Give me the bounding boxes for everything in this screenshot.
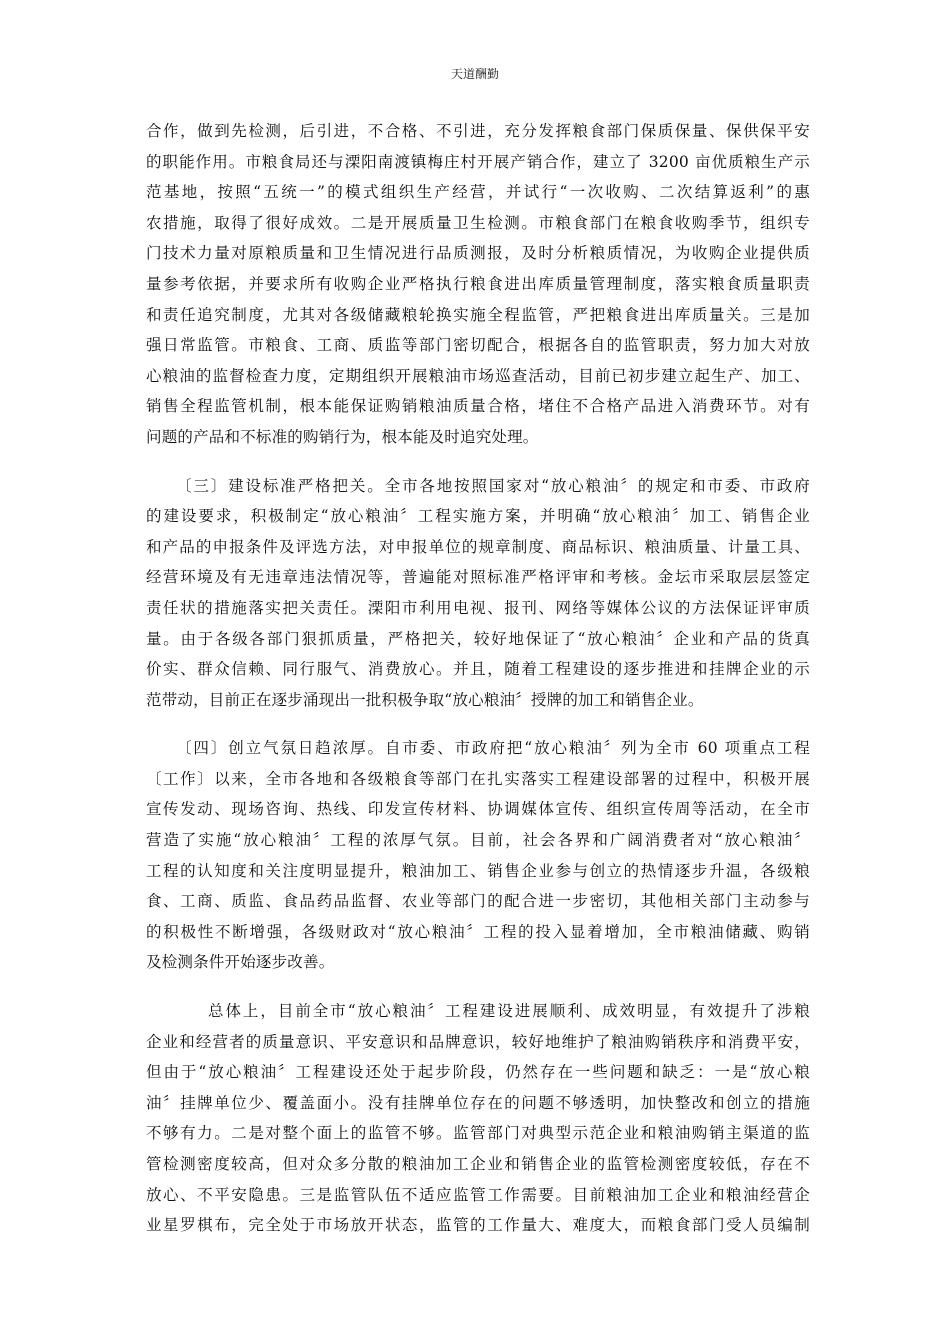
text-line: 心粮油的监督检查力度，定期组织开展粮油市场巡查活动，目前已初步建立起生产、加工、 <box>146 366 810 385</box>
text-line: 范基地，按照“五统一”的模式组织生产经营，并试行“一次收购、二次结算返利”的惠 <box>146 183 810 202</box>
text-line: 农措施，取得了很好成效。二是开展质量卫生检测。市粮食部门在粮食收购季节，组织专 <box>146 213 810 232</box>
text-line: 经营环境及有无违章违法情况等，普遍能对照标准严格评审和考核。金坛市采取层层签定 <box>146 568 810 587</box>
text-line: 责任状的措施落实把关责任。溧阳市利用电视、报刊、网络等媒体公议的方法保证评审质 <box>146 598 810 617</box>
paragraph-summary <box>146 996 810 1241</box>
text-line: 工程的认知度和关注度明显提升，粮油加工、销售企业参与创立的热情逐步升温，各级粮 <box>146 861 810 880</box>
text-line: 〔四〕创立气氛日趋浓厚。自市委、市政府把“放心粮油〞列为全市 60 项重点工程 <box>176 739 810 758</box>
text-line: 的建设要求，积极制定“放心粮油〞工程实施方案，并明确“放心粮油〞加工、销售企业 <box>146 507 810 526</box>
text-line: 强日常监管。市粮食、工商、质监等部门密切配合，根据各自的监管职责，努力加大对放 <box>146 336 810 355</box>
text-line: 问题的产品和不标准的购销行为，根本能及时追究处理。 <box>146 427 539 446</box>
text-line: 价实、群众信赖、同行服气、消费放心。并且，随着工程建设的逐步推进和挂牌企业的示 <box>146 660 810 679</box>
text-line: 总体上，目前全市“放心粮油〞工程建设进展顺利、成效明显，有效提升了涉粮 <box>208 1002 810 1021</box>
page-header: 天道酬勤 <box>450 67 499 81</box>
text-line: 放心、不平安隐患。三是监管队伍不适应监管工作需要。目前粮油加工企业和粮油经营企 <box>146 1185 810 1204</box>
text-line: 的职能作用。市粮食局还与溧阳南渡镇梅庄村开展产销合作，建立了 3200 亩优质粮生产示 <box>146 152 810 171</box>
text-line: 〔三〕建设标准严格把关。全市各地按照国家对“放心粮油〞的规定和市委、市政府 <box>176 476 810 495</box>
paragraph-standards <box>146 471 810 716</box>
text-line: 不够有力。二是对整个面上的监管不够。监管部门对典型示范企业和粮油购销主渠道的监 <box>146 1124 810 1143</box>
text-line: 食、工商、质监、食品药品监督、农业等部门的配合进一步密切，其他相关部门主动参与 <box>146 892 810 911</box>
text-line: 合作，做到先检测，后引进，不合格、不引进，充分发挥粮食部门保质保量、保供保平安 <box>146 122 810 140</box>
text-line: 营造了实施“放心粮油〞工程的浓厚气氛。目前，社会各界和广阔消费者对“放心粮油〞 <box>146 831 810 850</box>
paragraph-atmosphere <box>146 733 810 978</box>
text-line: 的积极性不断增强，各级财政对“放心粮油〞工程的投入显着增加，全市粮油储藏、购销 <box>146 922 810 941</box>
text-line: 业星罗棋布，完全处于市场放开状态，监管的工作量大、难度大，而粮食部门受人员编制 <box>146 1216 810 1235</box>
text-line: 门技术力量对原粮质量和卫生情况进行品质测报，及时分析粮质情况，为收购企业提供质 <box>146 244 810 263</box>
text-line: 范带动，目前正在逐步涌现出一批积极争取“放心粮油〞授牌的加工和销售企业。 <box>146 690 704 709</box>
text-line: 〔工作〕以来，全市各地和各级粮食等部门在扎实落实工程建设部署的过程中，积极开展 <box>146 769 810 788</box>
text-line: 企业和经营者的质量意识、平安意识和品牌意识，较好地维护了粮油购销秩序和消费平安， <box>146 1032 810 1051</box>
text-line: 量。由于各级各部门狠抓质量，严格把关，较好地保证了“放心粮油〞企业和产品的货真 <box>146 629 810 648</box>
text-line: 油〞挂牌单位少、覆盖面小。没有挂牌单位存在的问题不够透明，加快整改和创立的措施 <box>146 1093 810 1112</box>
text-line: 管检测密度较高，但对众多分散的粮油加工企业和销售企业的监管检测密度较低，存在不 <box>146 1155 810 1173</box>
document-body <box>146 116 810 1241</box>
text-line: 和产品的申报条件及评选方法，对申报单位的规章制度、商品标识、粮油质量、计量工具、 <box>146 537 810 556</box>
text-line: 宣传发动、现场咨询、热线、印发宣传材料、协调媒体宣传、组织宣传周等活动，在全市 <box>146 800 810 819</box>
paragraph-quality-supervision <box>146 116 810 453</box>
text-line: 但由于“放心粮油〞工程建设还处于起步阶段，仍然存在一些问题和缺乏：一是“放心粮 <box>146 1063 810 1082</box>
text-line: 量参考依据，并要求所有收购企业严格执行粮食进出库质量管理制度，落实粮食质量职责 <box>146 274 810 293</box>
text-line: 及检测条件开始逐步改善。 <box>146 953 335 972</box>
text-line: 和责任追究制度，尤其对各级储藏粮轮换实施全程监管，严把粮食进出库质量关。三是加 <box>146 305 810 324</box>
text-line: 销售全程监管机制，根本能保证购销粮油质量合格，堵住不合格产品进入消费环节。对有 <box>146 397 810 416</box>
